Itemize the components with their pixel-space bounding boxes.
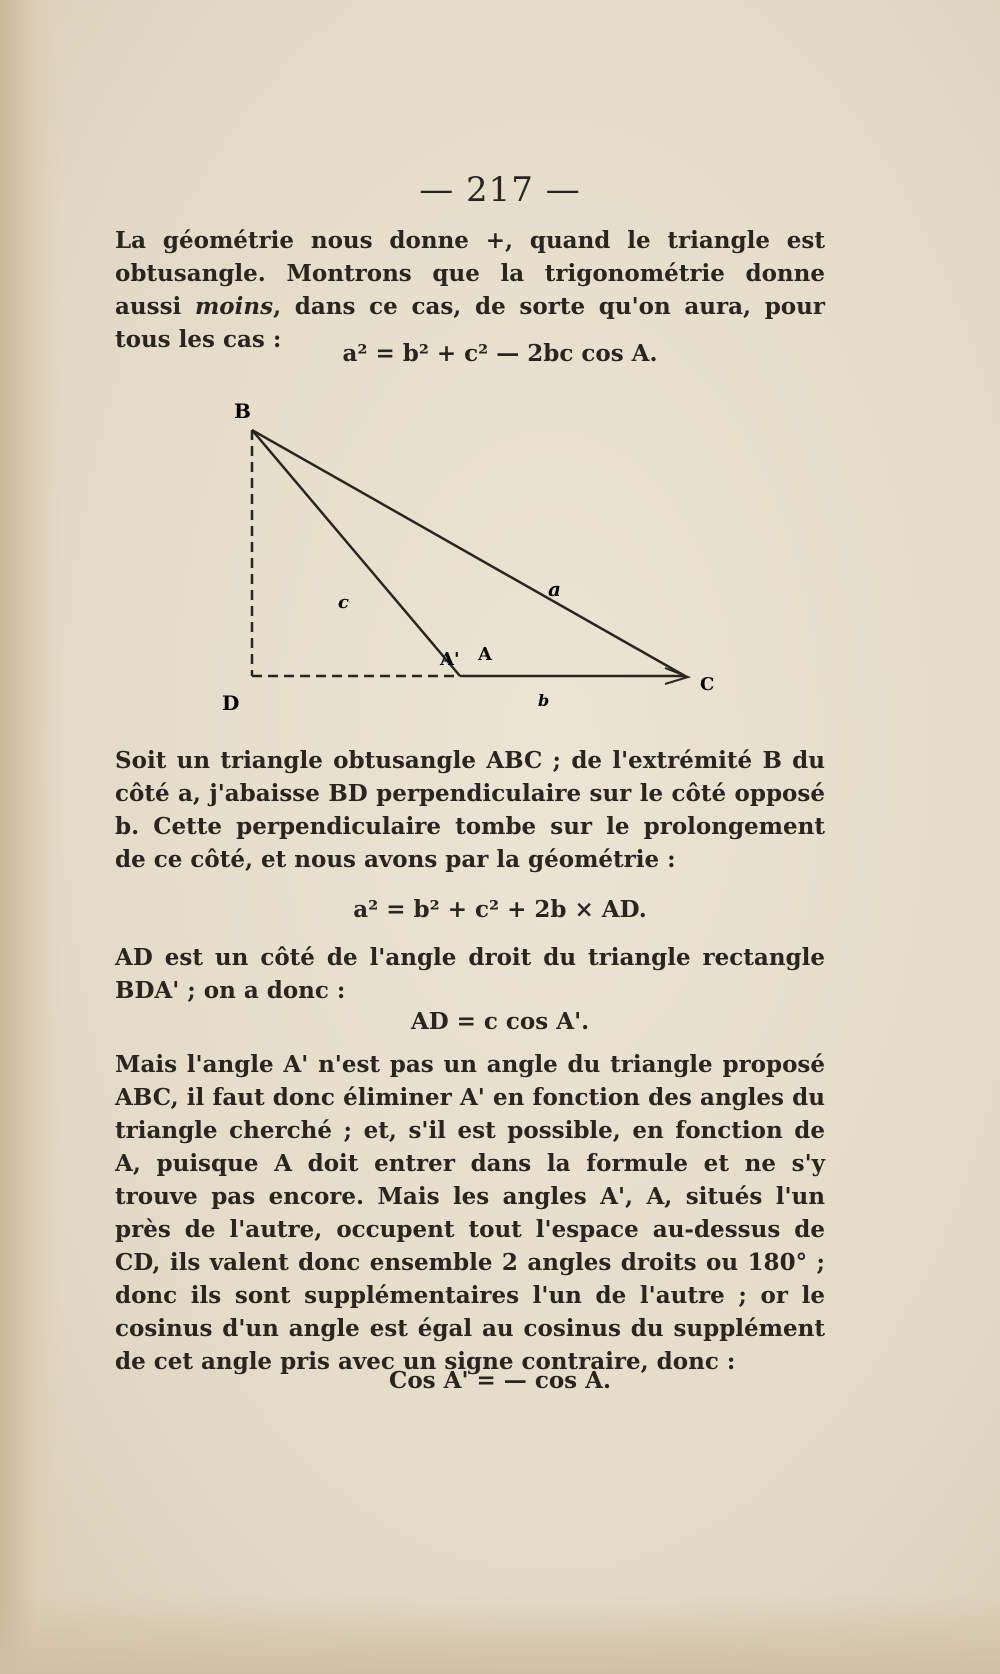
paragraph-1-italic: moins [194, 293, 274, 320]
label-side-c: c [338, 592, 349, 613]
paragraph-3: AD est un côté de l'angle droit du triangle rectangle BDA' ; on a donc : [115, 944, 825, 1004]
paragraph-1-end: , dans ce cas, de sorte qu'on aura, pour tous les cas : [115, 293, 825, 353]
equation-2: a² = b² + c² + 2b × AD. [353, 896, 647, 923]
page-number: — 217 — [419, 170, 581, 210]
paragraph-1 [115, 224, 825, 356]
side-c-line [252, 430, 460, 676]
label-c-vertex: C [700, 674, 715, 695]
paragraph-1-start: La géométrie nous donne +, quand le triangle est obtusangle. Montrons que la trigonométrie donne aussi [115, 227, 825, 320]
label-d: D [222, 691, 240, 710]
equation-1: a² = b² + c² — 2bc cos A. [342, 340, 658, 367]
label-side-b: b [538, 691, 550, 710]
side-a-line [252, 430, 685, 676]
paragraph-4: Mais l'angle A' n'est pas un angle du triangle proposé ABC, il faut donc éliminer A' en fonction des angles du triangle cherché ; et, s'il est possible, en fonction de A, puisque A doit entrer dans la formule et ne s'y trouve pas encore. Mais les angles A', A, situés l'un près de l'autre, occupent tout l'espace au-dessus de CD, ils valent donc ensemble 2 angles droits ou 180° ; donc ils sont supplémentaires l'un de l'autre ; or le cosinus d'un angle est égal au cosinus du supplément de cet angle pris avec un signe contraire, donc : [115, 1051, 825, 1375]
label-a-prime: A' [440, 649, 460, 670]
triangle-figure [210, 400, 730, 710]
label-b: B [234, 400, 251, 423]
equation-4: Cos A' = — cos A. [389, 1367, 611, 1394]
label-a-angle: A [478, 644, 492, 665]
page-bottom-shadow [0, 1594, 1000, 1674]
paragraph-2: Soit un triangle obtusangle ABC ; de l'extrémité B du côté a, j'abaisse BD perpendiculaire sur le côté opposé b. Cette perpendiculaire tombe sur le prolongement de ce côté, et nous avons par la géométrie : [115, 747, 825, 873]
page-edge-shadow [0, 0, 60, 1674]
equation-3: AD = c cos A'. [410, 1008, 590, 1035]
label-side-a: a [548, 577, 561, 601]
